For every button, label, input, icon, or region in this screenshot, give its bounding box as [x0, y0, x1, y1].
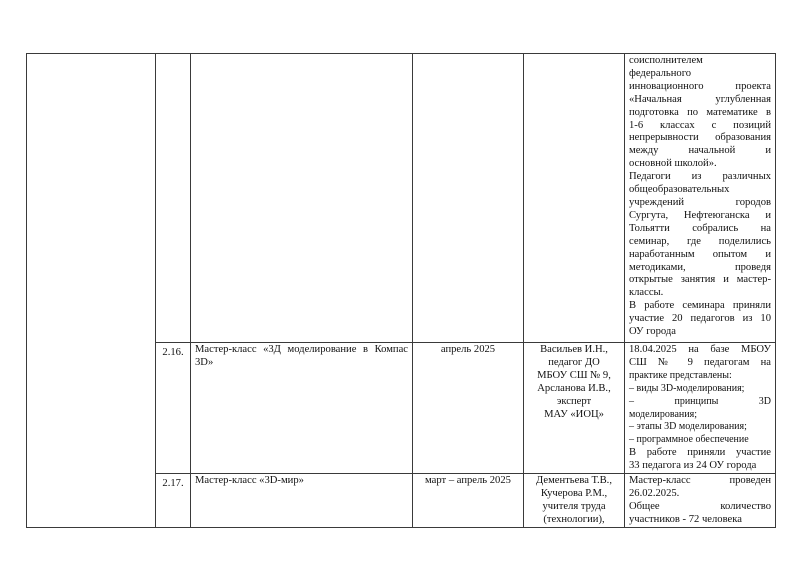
event-cell: Мастер-класс «3D-мир»: [191, 474, 413, 528]
result-line: открытые занятия и мастер-: [629, 274, 771, 286]
result-line: Сургута, Нефтеюганска и: [629, 209, 771, 221]
result-line: непрерывности образования: [629, 132, 771, 144]
result-line: В работе приняли участие: [629, 447, 771, 459]
result-line: – виды 3D-моделирования;: [629, 382, 745, 394]
responsible-cell: [524, 343, 625, 474]
responsible-line: МАУ «ИОЦ»: [544, 408, 604, 420]
result-line: Общее количество: [629, 500, 771, 512]
events-table: [26, 53, 776, 528]
merged-section-cell: [27, 54, 156, 528]
result-line: 1-6 классах с позиций: [629, 119, 771, 131]
responsible-line: Арсланова И.В.,: [537, 382, 611, 394]
result-line: практике представлены:: [629, 369, 732, 381]
result-line: инновационного проекта: [629, 80, 771, 92]
result-line: методиками, проведя: [629, 261, 771, 273]
result-line: участие 20 педагогов из 10: [629, 313, 771, 325]
result-line: Педагоги из различных: [629, 171, 771, 183]
result-line: семинар, где поделились: [629, 235, 771, 247]
event-cell: Мастер-класс «3Д моделирование в Компас 3D»: [191, 343, 413, 474]
result-line: «Начальная углубленная: [629, 93, 771, 105]
responsible-line: (технологии),: [543, 513, 605, 525]
result-line: учреждений городов: [629, 196, 771, 208]
result-cell: [625, 54, 776, 343]
result-line: общеобразовательных: [629, 184, 730, 196]
result-line: подготовка по математике в: [629, 106, 771, 118]
result-line: участников - 72 человека: [629, 513, 742, 525]
responsible-line: учителя труда: [542, 500, 606, 512]
result-line: наработанным опытом и: [629, 248, 771, 260]
result-line: 33 педагога из 24 ОУ города: [629, 460, 757, 472]
result-line: федерального: [629, 67, 692, 79]
responsible-line: эксперт: [556, 395, 592, 407]
result-line: моделирования;: [629, 408, 698, 420]
responsible-line: Васильев И.Н.,: [540, 344, 608, 355]
responsible-cell: [524, 474, 625, 528]
result-line: СШ № 9 педагогам на: [629, 356, 771, 368]
result-line: 18.04.2025 на базе МБОУ: [629, 344, 771, 355]
row-number-cell: [156, 54, 191, 343]
result-line: – программное обеспечение: [629, 434, 749, 446]
responsible-line: Кучерова Р.М.,: [540, 487, 608, 499]
result-line: между начальной и: [629, 145, 771, 157]
result-line: ОУ города: [629, 326, 676, 338]
result-line: соисполнителем: [629, 55, 703, 66]
result-line: – этапы 3D моделирования;: [629, 421, 747, 433]
result-line: Тольятти собрались на: [629, 222, 771, 234]
responsible-line: педагог ДО: [548, 356, 600, 368]
responsible-line: МБОУ СШ № 9,: [537, 369, 611, 381]
table-row: [27, 54, 776, 343]
result-line: основной школой».: [629, 158, 717, 170]
responsible-line: Дементьева Т.В.,: [536, 475, 612, 487]
period-cell: март – апрель 2025: [413, 474, 524, 528]
responsible-cell: [524, 54, 625, 343]
period-cell: апрель 2025: [413, 343, 524, 474]
row-number-cell: 2.16.: [156, 343, 191, 474]
result-cell: [625, 474, 776, 528]
result-line: В работе семинара приняли: [629, 300, 771, 312]
result-line: – принципы 3D: [629, 395, 771, 407]
event-cell: [191, 54, 413, 343]
period-cell: [413, 54, 524, 343]
result-line: 26.02.2025.: [629, 487, 680, 499]
result-line: классы.: [629, 287, 664, 299]
result-cell: [625, 343, 776, 474]
result-line: Мастер-класс проведен: [629, 475, 771, 487]
row-number-cell: 2.17.: [156, 474, 191, 528]
